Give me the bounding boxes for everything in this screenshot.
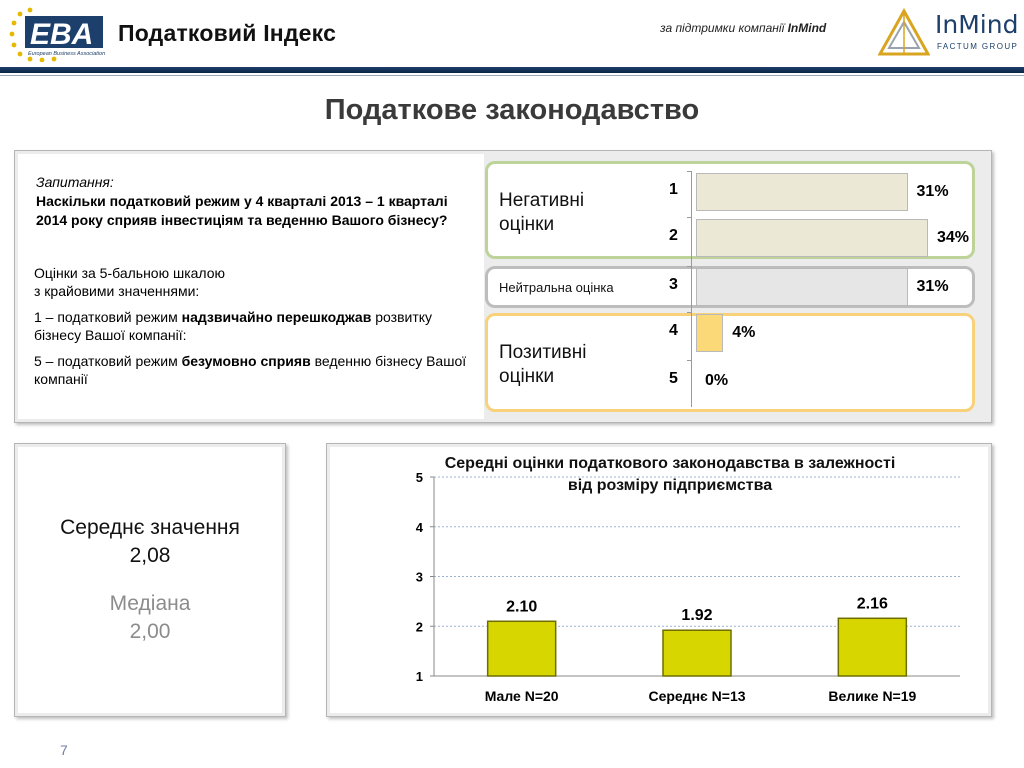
distribution-percent-5: 0%: [705, 372, 729, 389]
page-title: Податкове законодавство: [324, 94, 700, 126]
header-rule: [0, 67, 1024, 73]
inmind-subtitle: FACTUM GROUP: [937, 42, 1019, 51]
page-number: 7: [60, 742, 68, 758]
distribution-axis-tick: [687, 217, 691, 218]
stats-panel: [14, 443, 286, 717]
distribution-percent-1: 31%: [916, 183, 949, 200]
scale-1-suffix: розвитку бізнесу Вашої компанії:: [34, 309, 433, 343]
question-box: [18, 154, 484, 419]
chart-value-label-3: 2.16: [856, 595, 888, 613]
positive-label-line-2: оцінки: [499, 366, 555, 387]
distribution-bar-4: [696, 314, 723, 352]
distribution-score-3: 3: [669, 276, 678, 293]
inmind-logo: [878, 8, 1018, 58]
chart-category-label-3: Велике N=19: [828, 688, 917, 704]
support-company: InMind: [787, 21, 827, 35]
neutral-group-label: Нейтральна оцінка: [499, 280, 614, 295]
question-label: Запитання:: [36, 174, 114, 190]
mean-value: 2,08: [129, 544, 171, 567]
eba-logo: [8, 4, 108, 62]
support-prefix: за підтримки компанії: [660, 21, 785, 35]
scale-5-prefix: 5 – податковий режим: [34, 353, 182, 369]
chart-title: Середні оцінки податкового законодавства в залежності від розміру підприємства: [444, 455, 896, 494]
distribution-axis-tick: [687, 360, 691, 361]
chart-category-label-2: Середнє N=13: [648, 688, 746, 704]
chart-y-tick-label: 5: [415, 470, 423, 485]
scale-1-bold: надзвичайно перешкоджав: [181, 309, 372, 325]
negative-label-line-2: оцінки: [499, 214, 555, 235]
eba-logo-subtext: European Business Association: [28, 51, 106, 57]
scale-5-bold: безумовно сприяв: [181, 353, 311, 369]
distribution-score-1: 1: [669, 181, 678, 198]
scale-intro: [34, 264, 474, 300]
inmind-triangle-icon: [878, 8, 930, 58]
distribution-percent-4: 4%: [732, 324, 756, 341]
inmind-name: InMind: [935, 10, 1019, 39]
distribution-percent-3: 31%: [916, 278, 949, 295]
chart-bar-2: [663, 630, 731, 676]
scale-intro-line-2: з крайовими значеннями:: [34, 283, 200, 299]
mean-label: Середнє значення: [60, 516, 240, 539]
scale-point-5: [34, 352, 474, 388]
chart-y-tick-label: 1: [415, 669, 423, 684]
chart-y-tick-label: 3: [415, 569, 423, 585]
header: [0, 0, 1024, 72]
chart-bar-1: [488, 621, 556, 676]
distribution-bar-2: [696, 219, 928, 257]
scale-intro-line-1: Оцінки за 5-бальною шкалою: [34, 265, 226, 281]
app-title: Податковий Індекс: [118, 20, 337, 46]
distribution-score-5: 5: [669, 370, 678, 387]
distribution-axis-tick: [687, 171, 691, 172]
question-panel: [14, 150, 992, 423]
distribution-axis-tick: [687, 312, 691, 313]
positive-label-line-1: Позитивні: [499, 342, 587, 363]
support-text: [660, 21, 826, 35]
eba-logo-text: EBA: [30, 18, 94, 51]
distribution-score-2: 2: [669, 227, 678, 244]
distribution-bar-3: [696, 268, 908, 306]
median-value: 2,00: [129, 620, 171, 643]
header-rule-thin: [0, 75, 1024, 76]
scale-5-suffix: веденню бізнесу Вашої компанії: [34, 353, 467, 387]
distribution-axis-tick: [687, 266, 691, 267]
distribution-percent-2: 34%: [937, 229, 970, 246]
scale-1-prefix: 1 – податковий режим: [34, 309, 182, 325]
median-label: Медіана: [109, 592, 191, 615]
negative-group-label: [499, 189, 584, 237]
scale-point-1: [34, 308, 474, 344]
question-text: Наскільки податковий режим у 4 кварталі 2013 – 1 кварталі 2014 року сприяв інвестиціям та веденню Вашого бізнесу?: [36, 193, 448, 228]
scale-description: [34, 264, 474, 396]
chart-value-label-2: 1.92: [681, 607, 713, 625]
chart-category-label-1: Мале N=20: [484, 688, 559, 704]
negative-label-line-1: Негативні: [499, 190, 585, 211]
chart-y-tick-label: 4: [415, 519, 423, 535]
chart-y-tick-label: 2: [415, 619, 423, 635]
distribution-score-4: 4: [669, 322, 678, 339]
chart-value-label-1: 2.10: [506, 598, 538, 616]
positive-group-label: [499, 341, 586, 389]
chart-bar-3: [838, 618, 906, 676]
distribution-axis: [691, 171, 692, 407]
stats-inner: [18, 447, 282, 713]
distribution-bar-1: [696, 173, 908, 211]
